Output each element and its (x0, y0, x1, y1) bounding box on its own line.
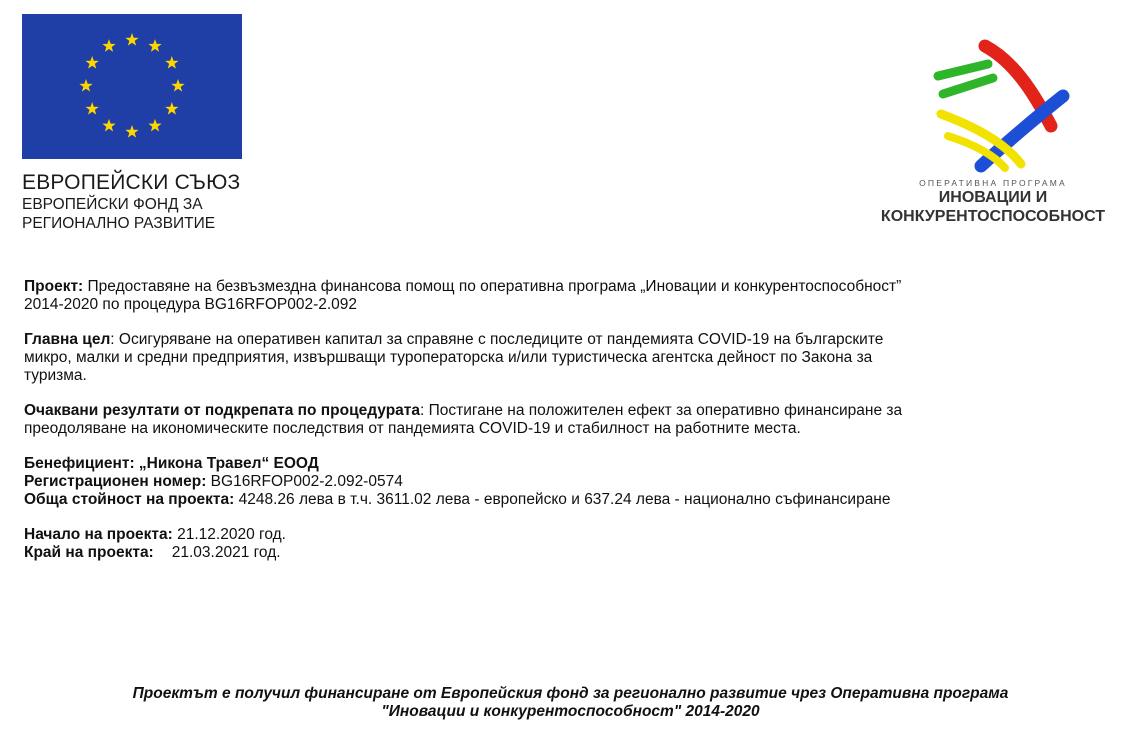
goal-text-line2: микро, малки и средни предприятия, извършващи туроператорска и/или туристическа агентска дейност по Закона за (24, 349, 873, 366)
goal-paragraph (24, 331, 1119, 385)
eu-fund-line1: ЕВРОПЕЙСКИ ФОНД ЗА (22, 196, 203, 213)
project-value-text: 4248.26 лева в т.ч. 3611.02 лева - европейско и 637.24 лева - национално съфинансиране (234, 491, 891, 508)
eu-fund-line2: РЕГИОНАЛНО РАЗВИТИЕ (22, 215, 216, 232)
project-paragraph (24, 278, 1119, 314)
goal-text: : Осигуряване на оперативен капитал за справяне с последиците от пандемията COVID-19 на българските (110, 331, 884, 348)
project-label: Проект: (24, 278, 84, 295)
results-label: Очаквани резултати от подкрепата по процедурата (24, 402, 420, 419)
project-text-line2: 2014-2020 по процедура BG16RFOP002-2.092 (24, 296, 358, 313)
end-label: Край на проекта: (24, 544, 154, 561)
footer-line2: "Иновации и конкурентоспособност" 2014-2020 (381, 703, 760, 720)
project-value-label: Обща стойност на проекта: (24, 491, 235, 508)
registration-value: BG16RFOP002-2.092-0574 (206, 473, 403, 490)
op-name-line2: КОНКУРЕНТОСПОСОБНОСТ (880, 208, 1106, 225)
beneficiary-label: Бенефициент: „Никона Травел“ ЕООД (24, 455, 319, 472)
funding-footer (0, 685, 1141, 721)
op-emblem-icon (893, 36, 1093, 176)
dates-paragraph (24, 526, 1119, 562)
goal-text-line3: туризма. (24, 367, 87, 384)
eu-flag-icon (22, 14, 242, 159)
footer-line1: Проектът е получил финансиране от Европейския фонд за регионално развитие чрез Оперативна програма (132, 685, 1009, 702)
eu-title: ЕВРОПЕЙСКИ СЪЮЗ (22, 171, 241, 194)
project-text: Предоставяне на безвъзмездна финансова помощ по оперативна програма „Иновации и конкурентоспособност” (83, 278, 902, 295)
goal-label: Главна цел (24, 331, 111, 348)
beneficiary-paragraph (24, 455, 1119, 509)
eu-logo (22, 14, 282, 233)
op-small-caption: ОПЕРАТИВНА ПРОГРАМА (919, 178, 1067, 188)
results-text: : Постигане на положителен ефект за оперативно финансиране за (420, 402, 903, 419)
registration-label: Регистрационен номер: (24, 473, 207, 490)
start-value: 21.12.2020 год. (172, 526, 286, 543)
start-label: Начало на проекта: (24, 526, 173, 543)
op-logo (858, 36, 1128, 226)
results-paragraph (24, 402, 1119, 438)
op-name-line1: ИНОВАЦИИ И (938, 189, 1048, 206)
end-value: 21.03.2021 год. (171, 544, 281, 561)
project-info (24, 278, 1119, 579)
results-text-line2: преодоляване на икономическите последствия от пандемията COVID-19 и стабилност на работните места. (24, 420, 801, 437)
